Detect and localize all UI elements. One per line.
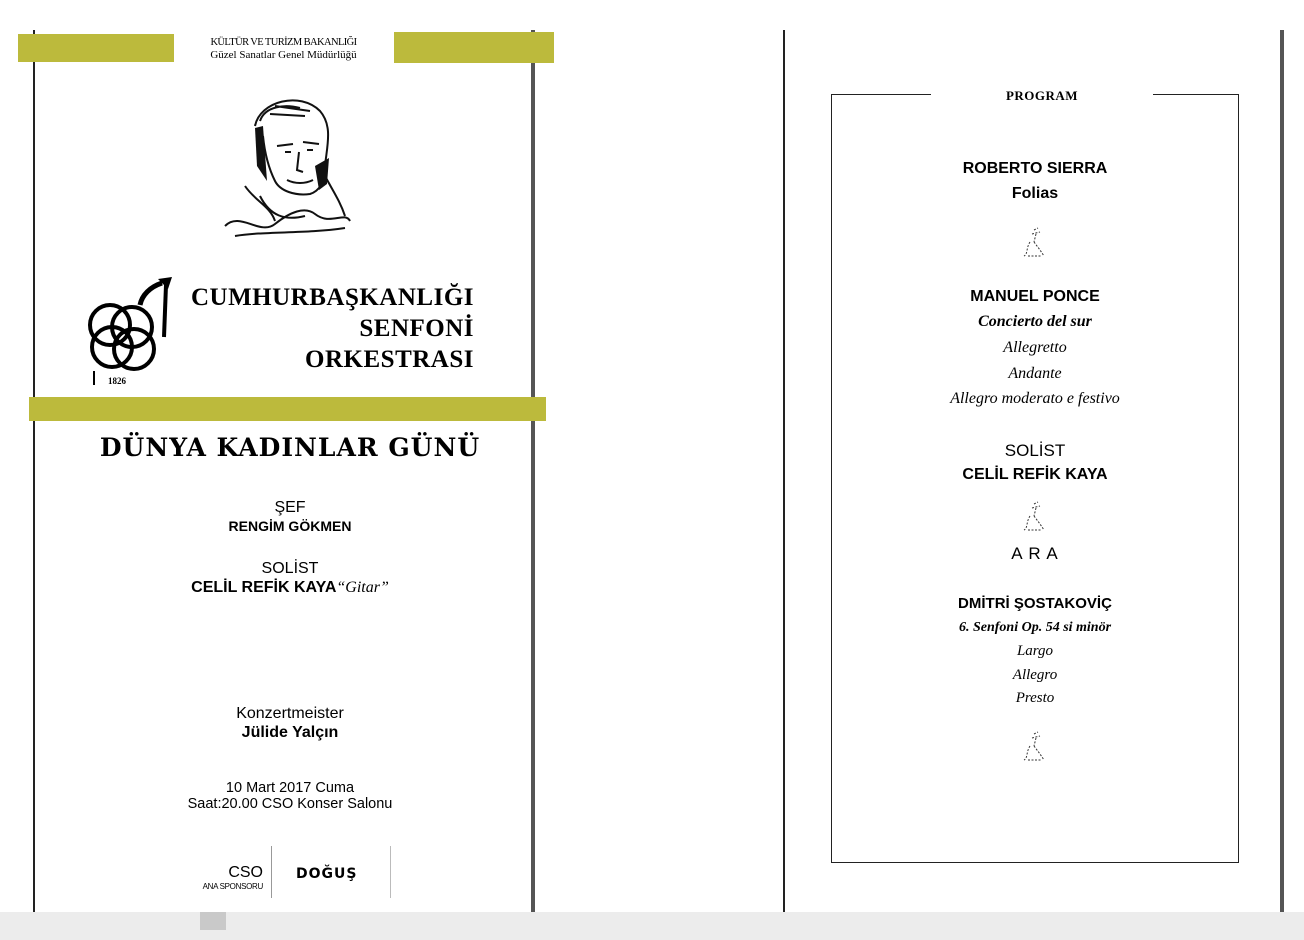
sponsor-divider-right: [390, 846, 391, 898]
soloist-instrument: “Gitar”: [336, 579, 389, 596]
event-title: DÜNYA KADINLAR GÜNÜ: [99, 433, 481, 462]
sponsor-label: ANA SPONSORU: [202, 882, 263, 891]
movement-allegro: Allegro: [1012, 667, 1058, 683]
ornament-icon: [1020, 226, 1050, 260]
composer-shostakovich: DMİTRİ ŞOSTAKOVİÇ: [958, 595, 1112, 612]
ornament-icon: [1020, 730, 1050, 764]
movement-allegro-moderato: Allegro moderato e festivo: [950, 390, 1120, 407]
concertmaster-name: Jülide Yalçın: [241, 724, 339, 741]
sponsor-doguş-logo: DOĞUŞ: [296, 866, 358, 882]
program-frame-top-right: [1153, 94, 1238, 95]
movement-allegretto: Allegretto: [1003, 339, 1067, 356]
accent-bar-top-left: [18, 34, 174, 62]
concertmaster-label: Konzertmeister: [236, 705, 344, 722]
ministry-header: [176, 36, 391, 62]
concert-date: 10 Mart 2017 Cuma: [225, 780, 355, 796]
cso-logo-icon: [80, 275, 175, 387]
soloist-line: [30, 579, 550, 597]
conductor-name: RENGİM GÖKMEN: [228, 518, 352, 534]
orchestra-name-line1: CUMHURBAŞKANLIĞI: [190, 284, 474, 311]
ministry-name: KÜLTÜR VE TURİZM BAKANLIĞI: [210, 37, 357, 48]
program-soloist-label: SOLİST: [1004, 441, 1066, 460]
portrait-sketch-icon: [215, 86, 355, 246]
movement-largo: Largo: [1016, 643, 1054, 659]
right-page-border-left: [783, 30, 785, 912]
cso-logo-year: 1826: [108, 376, 126, 386]
program-title: PROGRAM: [1005, 88, 1079, 103]
composer-ponce: MANUEL PONCE: [970, 288, 1100, 305]
conductor-label: ŞEF: [274, 499, 306, 516]
orchestra-name: [191, 282, 474, 375]
work-concierto: Concierto del sur: [978, 313, 1092, 330]
accent-bar-middle: [29, 397, 546, 421]
work-folias: Folias: [1011, 185, 1059, 202]
movement-presto: Presto: [1015, 690, 1055, 706]
work-symphony-6: 6. Senfoni Op. 54 si minör: [958, 620, 1112, 635]
accent-bar-top-right: [394, 32, 554, 63]
soloist-name: CELİL REFİK KAYA: [191, 579, 337, 596]
sponsor-divider-left: [271, 846, 272, 898]
scrollbar-thumb[interactable]: [200, 912, 226, 930]
program-soloist-name: CELİL REFİK KAYA: [962, 466, 1108, 483]
program-frame-top-left: [831, 94, 931, 95]
ministry-department: Güzel Sanatlar Genel Müdürlüğü: [210, 49, 357, 61]
movement-andante: Andante: [1008, 365, 1062, 382]
sponsor-cso-text: CSO: [228, 864, 263, 881]
horizontal-scrollbar[interactable]: [0, 912, 1304, 940]
intermission: A R A: [1011, 544, 1059, 563]
orchestra-name-line3: ORKESTRASI: [305, 346, 474, 373]
ornament-icon: [1020, 500, 1050, 534]
concert-time-place: Saat:20.00 CSO Konser Salonu: [187, 796, 393, 812]
sponsor-cso-block: [175, 864, 263, 891]
composer-sierra: ROBERTO SIERRA: [962, 160, 1108, 177]
right-page-border-right: [1280, 30, 1284, 912]
orchestra-name-line2: SENFONİ: [359, 315, 474, 342]
soloist-label: SOLİST: [261, 560, 319, 577]
